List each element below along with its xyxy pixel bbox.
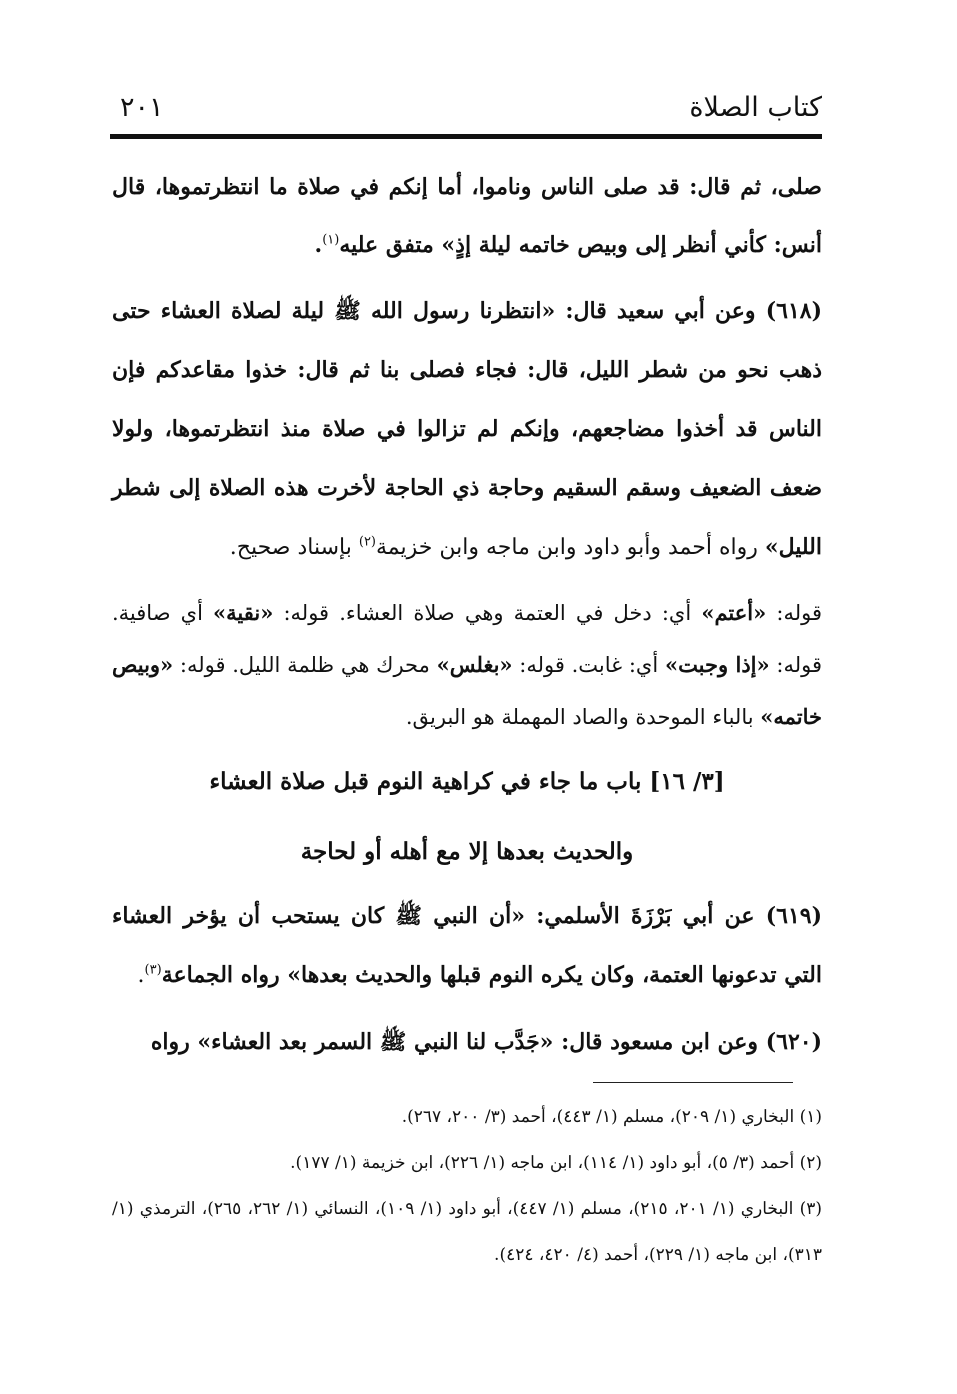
- note-term: «وبيص خاتمه»: [112, 652, 822, 729]
- hadith-620: [112, 1013, 822, 1071]
- note-text: أي صافية. قوله:: [112, 601, 822, 677]
- paragraph-end: .: [137, 963, 145, 988]
- footnote-2: (٢) أحمد (٣/ ٥)، أبو داود (١/ ١١٤)، ابن ماجه (١/ ٢٢٦)، ابن خزيمة (١/ ١٧٧).: [290, 1153, 822, 1173]
- footnote-ref: (١): [322, 232, 340, 248]
- glossary-notes: [112, 587, 822, 743]
- footnote-ref: (٢): [358, 534, 376, 550]
- note-term: «إذا وجبت»: [664, 652, 770, 677]
- hadith-grading: بإسناد صحيح.: [229, 535, 359, 560]
- paragraph-end: .: [314, 232, 323, 258]
- hadith-text: (٦١٩) عن أبي بَرْزَةَ الأسلمي: «أن النبي ﷺ كان يستحب أن يؤخر العشاء التي تدعونها العتمة، وكان يكره النوم قبلها والحديث بعدها» رواه الجماعة: [112, 903, 822, 988]
- footnotes: [112, 1094, 822, 1278]
- footnote-ref: (٣): [144, 962, 162, 978]
- footnote-3: (٣) البخاري (١/ ٢٠١، ٢١٥)، مسلم (١/ ٤٤٧)، أبو داود (١/ ١٠٩)، النسائي (١/ ٢٦٢، ٢٦٥)، الترمذي (١/ ٣١٣)، ابن ماجه (١/ ٢٢٩)، أحمد (٤/ ٤٢٠، ٤٢٤).: [112, 1199, 823, 1265]
- note-text: أي: دخل في العتمة وهي صلاة العشاء. قوله:: [273, 601, 702, 625]
- main-text: [112, 158, 822, 1071]
- hadith-619: [112, 887, 822, 1005]
- footnote-separator: [593, 1082, 793, 1083]
- hadith-text: (٦٢٠) وعن ابن مسعود قال: «جَدَّب لنا النبي ﷺ السمر بعد العشاء» رواه: [150, 1029, 822, 1055]
- note-text: بالباء الموحدة والصاد المهملة هو البريق.: [405, 705, 761, 729]
- note-term: «أعتم»: [701, 600, 767, 625]
- hadith-text: (٦١٨) وعن أبي سعيد قال: «انتظرنا رسول الله ﷺ ليلة لصلاة العشاء حتى ذهب نحو من شطر الليل، قال: فجاء فصلى بنا ثم قال: خذوا مقاعدكم فإن الناس قد أخذوا مضاجعهم، وإنكم لم تزالوا في صلاة منذ انتظرتموها، ولولا ضعف الضعيف وسقم السقيم وحاجة ذي الحاجة لأخرت هذه الصلاة إلى شطر الليل»: [112, 298, 822, 560]
- running-header: [110, 88, 822, 139]
- note-term: «بغلس»: [436, 652, 513, 677]
- hadith-618: [112, 282, 822, 577]
- note-text: قوله:: [766, 601, 822, 625]
- chapter-heading-line2: والحديث بعدها إلا مع أهله أو لحاجة: [300, 838, 634, 865]
- note-text: محرك هي ظلمة الليل. قوله:: [173, 653, 437, 677]
- footnote-1: (١) البخاري (١/ ٢٠٩)، مسلم (١/ ٤٤٣)، أحمد (٣/ ٢٠٠، ٢٦٧).: [401, 1107, 822, 1127]
- note-term: «نقية»: [213, 600, 274, 625]
- paragraph-text: صلى، ثم قال: قد صلى الناس وناموا، أما إنكم في صلاة ما انتظرتموها، قال أنس: كأني أنظر إلى وبيص خاتمه ليلة إذٍ» متفق عليه: [112, 174, 822, 258]
- book-title: كتاب الصلاة: [689, 92, 822, 123]
- hadith-continuation: [112, 158, 822, 274]
- hadith-source: رواه أحمد وأبو داود وابن ماجه وابن خزيمة: [376, 535, 765, 560]
- page-number: ٢٠١: [120, 92, 164, 123]
- chapter-heading-line1: [٣/ ١٦] باب ما جاء في كراهية النوم قبل صلاة العشاء: [209, 768, 725, 795]
- note-text: أي: غابت. قوله:: [512, 653, 665, 677]
- chapter-heading: [112, 747, 822, 887]
